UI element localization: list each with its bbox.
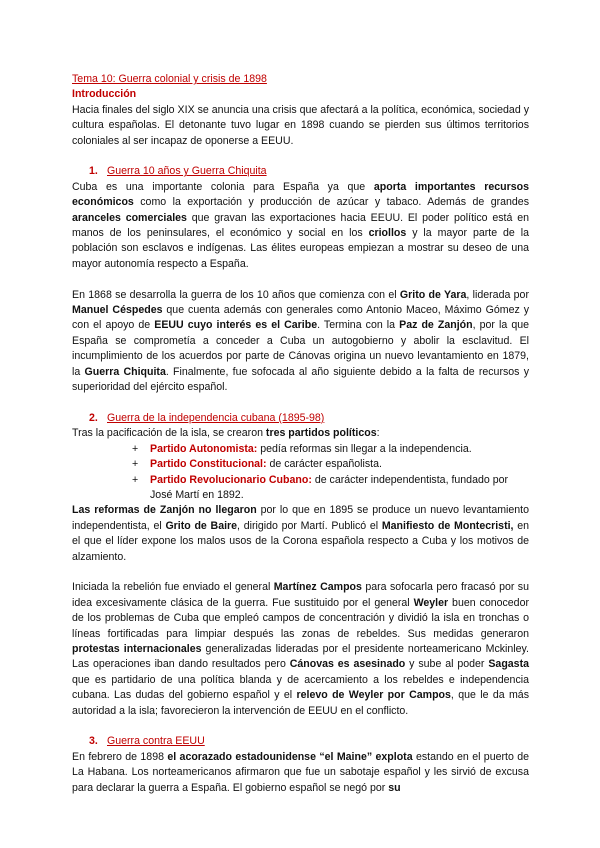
intro-heading: Introducción xyxy=(72,88,137,101)
section-3-title: Guerra contra EEUU xyxy=(107,735,205,748)
section-2-heading xyxy=(72,411,529,426)
section-1-heading xyxy=(72,164,529,179)
section-2-number: 2. xyxy=(89,411,98,424)
section-1-title: Guerra 10 años y Guerra Chiquita xyxy=(107,165,267,178)
section-1-paragraph-1: Cuba es una importante colonia para España ya que aporta importantes recursos económicos como la exportación y producción de azúcar y tabaco. Además de grandes aranceles comerciales que gravan las exportaciones hacia EEUU. El poder político está en manos de los peninsulares, el económico y social en los criollos y la mayor parte de la población son esclavos e indígenas. Las élites europeas empiezan a mostrar su deseo de una mayor autonomía respecto a España. xyxy=(72,180,529,270)
section-2-paragraph-1: Las reformas de Zanjón no llegaron por lo que en 1895 se produce un nuevo levantamiento independentista, el Grito de Baire, dirigido por Martí. Publicó el Manifiesto de Montecristi, en el que el líder expone los malos usos de la Corona española respecto a Cuba y los motivos de alzamiento. xyxy=(72,504,530,563)
intro-paragraph: Hacia finales del siglo XIX se anuncia una crisis que afectará a la política, económica, sociedad y cultura españolas. El detonante tuvo lugar en 1898 cuando se pierden sus últimos territorios coloniales al ser incapaz de oponerse a EEUU. xyxy=(72,103,529,147)
list-item: + Partido Autonomista: pedía reformas sin llegar a la independencia. xyxy=(132,442,529,457)
party-list xyxy=(72,442,529,504)
section-1-paragraph-2: En 1868 se desarrolla la guerra de los 10 años que comienza con el Grito de Yara, liderada por Manuel Céspedes que cuenta además con generales como Antonio Maceo, Máximo Gómez y con el apoyo de EEUU cuyo interés es el Caribe. Termina con la Paz de Zanjón, por la que España se comprometía a conceder a Cuba un autogobierno y abolir la esclavitud. El incumplimiento de los acuerdos por parte de Cánovas origina un nuevo levantamiento en 1879, la Guerra Chiquita. Finalmente, fue sofocada al año siguiente debido a la falta de recursos y superioridad del ejército español. xyxy=(72,288,529,394)
section-1-number: 1. xyxy=(89,165,98,178)
section-2-title: Guerra de la independencia cubana (1895-98) xyxy=(107,411,325,424)
section-3-number: 3. xyxy=(89,735,98,748)
document-page xyxy=(72,72,529,796)
document-title: Tema 10: Guerra colonial y crisis de 1898 xyxy=(72,73,267,85)
section-2-intro: Tras la pacificación de la isla, se crearon tres partidos políticos: xyxy=(72,427,380,440)
list-item: + Partido Constitucional: de carácter españolista. xyxy=(132,457,529,472)
section-2-paragraph-2: Iniciada la rebelión fue enviado el general Martínez Campos para sofocarla pero fracasó por su idea excesivamente clásica de la guerra. Fue sustituido por el general Weyler buen conocedor de los problemas de Cuba que empleó campos de concentración y dividió la isla en tronchas o líneas fortificadas para limpiar después las zonas de rebeldes. Sus medidas generaron protestas internacionales generalizadas lideradas por el presidente norteamericano Mckinley. Las operaciones iban dando resultados pero Cánovas es asesinado y sube al poder Sagasta que es partidario de una política blanda y de acercamiento a los rebeldes e independencia cubana. Las dudas del gobierno español y el relevo de Weyler por Campos, que le da más autoridad a la isla; favorecieron la intervención de EEUU en el conflicto. xyxy=(72,581,529,717)
list-item: + Partido Revolucionario Cubano: de carácter independentista, fundado por José Martí en 1892. xyxy=(132,473,529,504)
section-3-paragraph-1: En febrero de 1898 el acorazado estadounidense “el Maine” explota estando en el puerto de La Habana. Los norteamericanos afirmaron que fue un sabotaje español y les sirvió de excusa para declarar la guerra a España. El gobierno español se negó por su xyxy=(72,750,529,794)
section-3-heading xyxy=(72,734,529,749)
